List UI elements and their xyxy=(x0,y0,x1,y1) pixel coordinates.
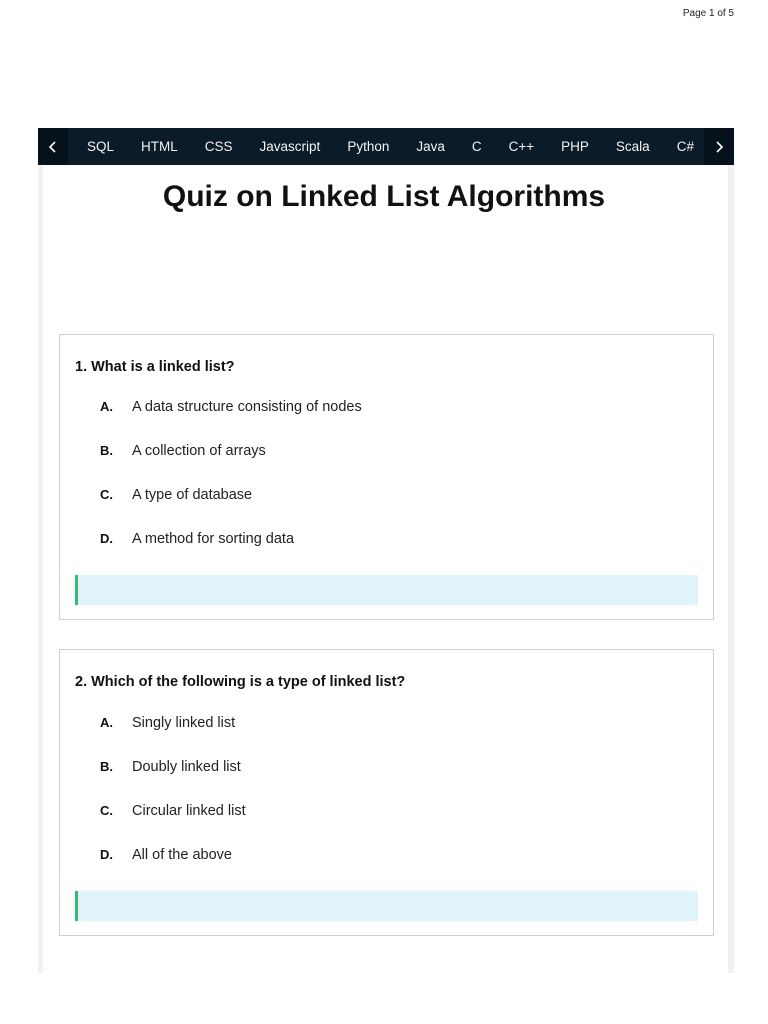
option-text: A collection of arrays xyxy=(132,443,266,459)
nav-item-python[interactable]: Python xyxy=(347,139,390,154)
option-letter: A. xyxy=(100,715,113,730)
question-card xyxy=(59,649,714,936)
option-letter: D. xyxy=(100,847,113,862)
nav-item-c[interactable]: C xyxy=(471,139,482,154)
option-text: Circular linked list xyxy=(132,803,246,819)
question-text: 2. Which of the following is a type of linked list? xyxy=(75,674,406,690)
option-text: Doubly linked list xyxy=(132,759,241,775)
option-a[interactable] xyxy=(100,715,235,731)
option-text: A data structure consisting of nodes xyxy=(132,399,362,415)
nav-item-sql[interactable]: SQL xyxy=(87,139,115,154)
option-b[interactable] xyxy=(100,759,241,775)
option-text: A type of database xyxy=(132,487,253,503)
nav-item-javascript[interactable]: Javascript xyxy=(259,139,321,154)
option-text: A method for sorting data xyxy=(132,531,295,547)
nav-items xyxy=(68,139,704,154)
nav-next-button[interactable] xyxy=(704,128,734,165)
page-indicator: Page 1 of 5 xyxy=(682,8,734,19)
option-letter: C. xyxy=(100,487,113,502)
option-a[interactable] xyxy=(100,399,362,415)
option-text: Singly linked list xyxy=(132,715,236,731)
nav-item-scala[interactable]: Scala xyxy=(615,139,650,154)
nav-item-css[interactable]: CSS xyxy=(204,139,233,154)
nav-item-cpp[interactable]: C++ xyxy=(508,139,535,154)
option-letter: B. xyxy=(100,443,113,458)
option-c[interactable] xyxy=(100,803,246,819)
chevron-left-icon xyxy=(48,141,58,153)
answer-panel xyxy=(75,575,698,605)
answer-panel xyxy=(75,891,698,921)
option-letter: C. xyxy=(100,803,113,818)
option-d[interactable] xyxy=(100,531,294,547)
option-d[interactable] xyxy=(100,847,232,863)
option-letter: A. xyxy=(100,399,113,414)
option-text: All of the above xyxy=(132,847,232,863)
nav-prev-button[interactable] xyxy=(38,128,68,165)
nav-item-html[interactable]: HTML xyxy=(141,139,178,154)
option-letter: B. xyxy=(100,759,113,774)
option-letter: D. xyxy=(100,531,113,546)
question-card xyxy=(59,334,714,620)
chevron-right-icon xyxy=(714,141,724,153)
page-title: Quiz on Linked List Algorithms xyxy=(162,180,606,213)
language-nav-bar xyxy=(38,128,734,165)
nav-item-csharp[interactable]: C# xyxy=(676,139,694,154)
question-text: 1. What is a linked list? xyxy=(75,359,235,375)
nav-item-java[interactable]: Java xyxy=(416,139,445,154)
option-b[interactable] xyxy=(100,443,266,459)
option-c[interactable] xyxy=(100,487,252,503)
nav-item-php[interactable]: PHP xyxy=(561,139,589,154)
